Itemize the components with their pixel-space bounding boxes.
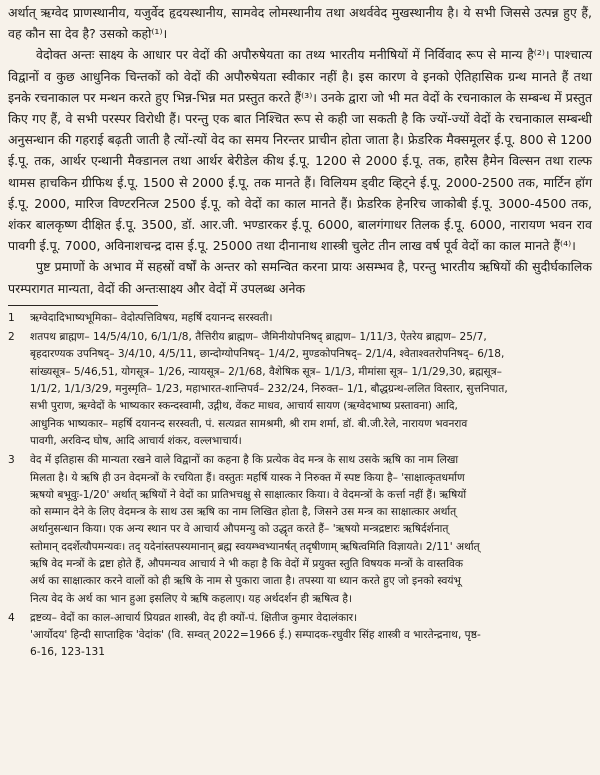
footnote-line: 6-16, 123-131 (30, 646, 106, 659)
footnote-line: अर्थ का साक्षात्कार करने वालों को ही ऋषि के नाम से पुकारा जाता है। तपस्या या ध्यान करते हुए जो इनको स्वयंभू (30, 575, 461, 588)
footnote-line: सांख्यसूत्र– 5/46,51, योगसूत्र– 1/26, न्यायसूत्र– 2/1/68, वैशेषिक सूत्र– 1/1/3, मीमांसा सूत्र– 1/1/29,30, ब्रह्मसूत्र– (30, 365, 502, 378)
footnote-line: को सम्मान देने के लिए वेदमन्त्र के साथ उस ऋषि का नाम लिखित होता है, जिसने उस मन्त्र का साक्षात्कार अर्थात् (30, 506, 457, 519)
footnote-1 (8, 310, 592, 327)
footnote-separator (8, 305, 158, 306)
footnote-number: 3 (8, 454, 15, 467)
footnote-line: ऋषयो बभूवुः-1/20' अर्थात् ऋषियों ने वेदों का प्रातिभचक्षु से साक्षात्कार किया। वे वेदमन्त्रों के कर्त्ता नहीं हैं। ऋषियों (30, 488, 467, 501)
footnote-line: ऋग्वेदादिभाष्यभूमिका– वेदोत्पत्तिविषय, महर्षि दयानन्द सरस्वती। (30, 311, 273, 324)
footnote-line: सभी पुराण, ऋग्वेदों के भाष्यकार स्कन्दस्वामी, उद्गीथ, वेंकट माधव, आचार्य सायण (ऋग्वेदभाष्य प्रस्तावना) आदि, (30, 400, 458, 413)
footnote-line: ऋषि वेद मन्त्रों के द्रष्टा होते हैं, औपमन्यव आचार्य ने भी कहा है कि वेदों में प्रयुक्त स्तुति विषयक मन्त्रों के वास्तविक (30, 558, 463, 570)
footnote-line: शतपथ ब्राह्मण– 14/5/4/10, 6/1/1/8, तैत्तिरीय ब्राह्मण– जैमिनीयोपनिषद् ब्राह्मण– 1/11/3, ऐतरेय ब्राह्मण– 25/7, (30, 331, 487, 344)
footnote-line: अर्थानुसन्धान किया। एक अन्य स्थान पर वे आचार्य औपमन्यु को उद्धृत करते हैं– 'ऋषयो मन्त्रद्रष्टारः ऋषिर्दर्शनात् (30, 523, 449, 536)
paragraph-2: वेदोक्त अन्तः साक्ष्य के आधार पर वेदों की अपौरुषेयता का तथ्य भारतीय मनीषियों में निर्विवाद रूप से मान्य है⁽²⁾। पाश्चात्य विद्वानों व कुछ आधुनिक चिन्तकों को वेदों की अपौरुषेयता स्वीकार नहीं है। इस कारण वे इनको ऐतिहासिक ग्रन्थ मानते हैं तथा इनके रचनाकाल पर मन्थन करते हुए भिन्न-भिन्न मत प्रस्तुत करते हैं⁽³⁾। उनके द्वारा जो भी मत वेदों के रचनाकाल के सम्बन्ध में प्रस्तुत किए गए हैं, वे सभी परस्पर विरोधी हैं। परन्तु एक बात निश्चित रूप से कही जा सकती है कि ज्यों-ज्यों वेदों के रचनाकाल सम्बन्धी अनुसन्धान की गहराई बढ़ती जाती है त्यों-त्यों वेद का समय निरन्तर प्राचीन होता जाता है। फ्रेडरिक मैक्समूलर ई.पू. 800 से 1200 ई.पू. तक, आर्थर एन्थानी मैक्डानल तथा आर्थर बेरीडेल कीथ ई.पू. 1200 से 2000 ई.पू. तक, हारैस हैमेन विल्सन तथा राल्फ थामस हाचकिन ग्रीफिथ ई.पू. 1500 से 2000 ई.पू. तक मानते हैं। विलियम ड्वीट व्हिट्ने ई.पू. 2000-2500 तक, मार्टिन हॉग ई.पू. 2000, मारिज विण्टरनित्ज 2500 ई.पू. को वेदों का काल मानते हैं। फ्रेडरिक हेनरिच जाकोबी ई.पू. 3000-4500 तक, शंकर बालकृष्ण दीक्षित ई.पू. 3500, डॉ. आर.जी. भण्डारकर ई.पू. 6000, बालगंगाधर तिलक ई.पू. 6000, नारायण भवन राव पावगी ई.पू. 7000, अविनाशचन्द्र दास ई.पू. 25000 तथा दीनानाथ शास्त्री चुलेट तीन लाख वर्ष पूर्व वेदों का काल मानते हैं⁽⁴⁾। (8, 47, 592, 254)
footnote-4 (8, 610, 592, 662)
footnote-3 (8, 452, 592, 608)
footnote-line: मिलता है। ये ऋषि ही उन वेदमन्त्रों के रचयिता हैं। वस्तुतः महर्षि यास्क ने निरुक्त में स्पष्ट किया है– 'साक्षात्कृतधर्माण (30, 471, 465, 484)
footnote-line: पावगी, अरविन्द घोष, आदि आचार्य शंकर, वल्लभाचार्य। (30, 434, 242, 447)
footnote-line: स्तोमान् ददर्शेत्यौपमन्यवः। तद् यदेनांस्तपस्यमानान् ब्रह्म स्वयम्भ्वभ्यानर्षत् तदृषीणाम् ऋषित्वमिति विज्ञायते। 2/11' अर्थात् (30, 540, 480, 553)
paragraph-3: पुष्ट प्रमाणों के अभाव में सहस्रों वर्षों के अन्तर को समन्वित करना प्रायः असम्भव है, परन्तु भारतीय ऋषियों की सुदीर्घकालिक परम्परागत मान्यता, वेदों की अन्तःसाक्ष्य और वेदों में उपलब्ध अनेक (8, 259, 592, 296)
footnote-line: द्रष्टव्य– वेदों का काल-आचार्य प्रियव्रत शास्त्री, वेद ही क्यों-पं. क्षितीज कुमार वेदालंकार। (30, 611, 358, 624)
footnote-line: वेद में इतिहास की मान्यता रखने वाले विद्वानों का कहना है कि प्रत्येक वेद मन्त्र के साथ उसके ऋषि का नाम लिखा (30, 454, 459, 467)
footnote-2 (8, 329, 592, 450)
main-text (8, 2, 592, 299)
footnote-number: 4 (8, 611, 15, 624)
paragraph-1: अर्थात् ऋग्वेद प्राणस्थानीय, यजुर्वेद हृदयस्थानीय, सामवेद लोमस्थानीय तथा अथर्ववेद मुखस्थानीय है। ये सभी जिससे उत्पन्न हुए हैं, वह कौन सा देव है? उसको कहो⁽¹⁾। (8, 5, 592, 42)
footnote-number: 1 (8, 311, 15, 324)
footnote-line: बृहदारण्यक उपनिषद्– 3/4/10, 4/5/11, छान्दोग्योपनिषद्– 1/4/2, मुण्डकोपनिषद्– 2/1/4, श्वेताश्वतरोपनिषद्– 6/18, (30, 348, 505, 361)
footnote-line: आधुनिक भाष्यकार– महर्षि दयानन्द सरस्वती, पं. सत्यव्रत सामश्रमी, श्री राम शर्मा, डॉ. बी.जी.रेले, नारायण भवनराव (30, 417, 468, 430)
footnotes (8, 310, 592, 662)
footnote-line: 'आर्योदय' हिन्दी साप्ताहिक 'वेदांक' (वि. सम्वत् 2022=1966 ई.) सम्पादक-रघुवीर सिंह शास्त्री व भारतेन्द्रनाथ, पृष्ठ- (30, 629, 481, 642)
footnote-line: 1/1/2, 1/1/3/29, मनुस्मृति– 1/23, महाभारत-शान्तिपर्व– 232/24, निरुक्त– 1/1, बौद्धग्रन्थ-ललित विस्तार, सुत्तनिपात, (30, 383, 508, 396)
footnote-number: 2 (8, 331, 15, 344)
footnote-line: नित्य वेद के अर्थ का भान हुआ इसलिए ये ऋषि कहलाए। यह अर्थदर्शन ही ऋषित्व है। (30, 592, 352, 605)
